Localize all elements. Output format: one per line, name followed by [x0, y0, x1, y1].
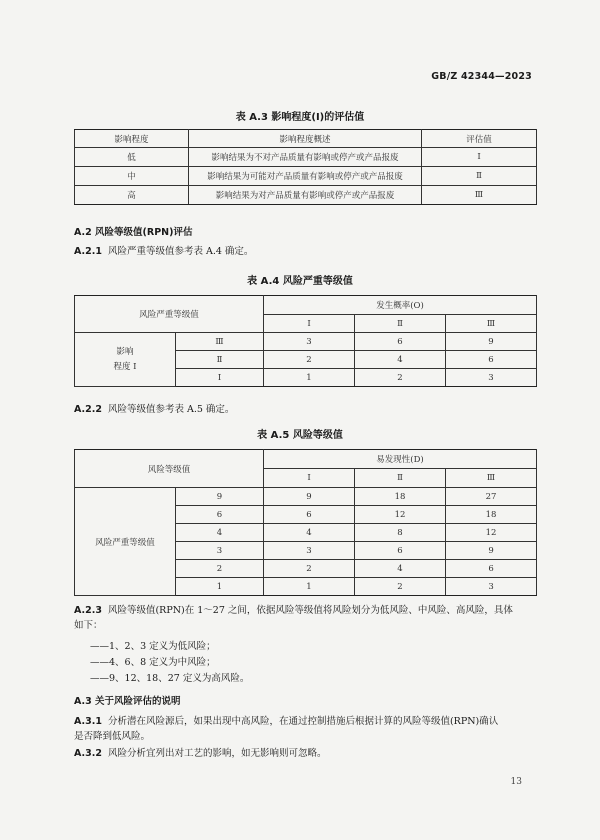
table-a5 — [74, 449, 537, 596]
table-cell: 影响结果为不对产品质量有影响或停产或产品报废 — [189, 148, 422, 167]
paragraph-line — [74, 714, 536, 729]
paragraph-a2-3 — [74, 603, 536, 633]
table-row — [75, 333, 537, 351]
table-a4-header-row — [75, 296, 537, 315]
clause-text: 风险等级值参考表 A.5 确定。 — [107, 404, 235, 415]
table-cell: 12 — [446, 524, 537, 542]
table-cell: 4 — [355, 560, 446, 578]
table-header-cell: 影响程度概述 — [189, 130, 422, 148]
table-column-group-header: 易发现性(D) — [264, 450, 537, 469]
table-cell: 1 — [264, 369, 355, 387]
table-row-header: Ⅱ — [176, 351, 264, 369]
table-row — [75, 148, 537, 167]
table-cell: 影响结果为对产品质量有影响或停产或产品报废 — [189, 186, 422, 205]
table-cell: 6 — [264, 506, 355, 524]
section-a2-heading: A.2 风险等级值(RPN)评估 — [74, 227, 193, 238]
standard-code: GB/Z 42344—2023 — [431, 71, 532, 82]
table-cell: 6 — [355, 333, 446, 351]
paragraph-line: 如下： — [74, 620, 103, 631]
table-row-header: Ⅰ — [176, 369, 264, 387]
table-corner-cell: 风险严重等级值 — [75, 296, 264, 333]
table-cell: 18 — [355, 488, 446, 506]
table-a3 — [74, 129, 537, 205]
clause-number: A.3.2 — [74, 748, 102, 759]
table-header-cell: 影响程度 — [75, 130, 189, 148]
table-a5-header-row — [75, 450, 537, 469]
table-row-header: 3 — [176, 542, 264, 560]
table-row-header: Ⅲ — [176, 333, 264, 351]
table-cell: 2 — [264, 560, 355, 578]
list-item: ——1、2、3 定义为低风险； — [90, 641, 216, 652]
clause-number: A.2.3 — [74, 605, 102, 616]
table-header-cell: 评估值 — [422, 130, 537, 148]
table-cell: 3 — [446, 578, 537, 596]
table-cell: 3 — [446, 369, 537, 387]
table-cell: 6 — [446, 351, 537, 369]
table-header-cell: Ⅲ — [446, 315, 537, 333]
clause-number: A.3.1 — [74, 716, 102, 727]
clause-text: 风险分析宜列出对工艺的影响，如无影响则可忽略。 — [107, 748, 327, 759]
clause-text: 分析潜在风险源后，如果出现中高风险，在通过控制措施后根据计算的风险等级值(RPN)确认 — [107, 716, 499, 727]
table-header-cell: Ⅱ — [355, 315, 446, 333]
table-cell: 12 — [355, 506, 446, 524]
table-cell: 4 — [264, 524, 355, 542]
table-cell: 影响结果为可能对产品质量有影响或停产或产品报废 — [189, 167, 422, 186]
table-cell: 3 — [264, 333, 355, 351]
table-row-header: 6 — [176, 506, 264, 524]
table-a4-caption: 表 A.4 风险严重等级值 — [247, 276, 353, 287]
table-row — [75, 186, 537, 205]
table-header-cell: Ⅰ — [264, 469, 355, 488]
table-row-group-header: 风险严重等级值 — [75, 488, 176, 596]
clause-number: A.2.2 — [74, 404, 102, 415]
table-row-header: 2 — [176, 560, 264, 578]
row-group-label-line: 程度 I — [113, 361, 137, 372]
paragraph-a3-2 — [74, 746, 536, 761]
table-cell: 2 — [355, 369, 446, 387]
table-cell: Ⅰ — [422, 148, 537, 167]
table-row — [75, 167, 537, 186]
table-header-cell: Ⅱ — [355, 469, 446, 488]
table-a3-caption: 表 A.3 影响程度(I)的评估值 — [235, 112, 365, 123]
table-cell: 低 — [75, 148, 189, 167]
table-cell: 2 — [264, 351, 355, 369]
page-number: 13 — [510, 777, 522, 787]
clause-text: 风险严重等级值参考表 A.4 确定。 — [107, 246, 254, 257]
table-a3-header-row — [75, 130, 537, 148]
table-cell: 9 — [446, 542, 537, 560]
table-cell: 3 — [264, 542, 355, 560]
list-item: ——9、12、18、27 定义为高风险。 — [90, 673, 250, 684]
table-cell: 6 — [446, 560, 537, 578]
table-cell: 1 — [264, 578, 355, 596]
table-row — [75, 488, 537, 506]
paragraph-line: 是否降到低风险。 — [74, 731, 151, 742]
table-cell: 8 — [355, 524, 446, 542]
table-column-group-header: 发生概率(O) — [264, 296, 537, 315]
table-header-cell: Ⅲ — [446, 469, 537, 488]
paragraph-a2-2 — [74, 402, 536, 417]
table-cell: 9 — [264, 488, 355, 506]
table-cell: 27 — [446, 488, 537, 506]
table-row-header: 1 — [176, 578, 264, 596]
table-cell: 2 — [355, 578, 446, 596]
table-cell: Ⅲ — [422, 186, 537, 205]
section-a3-heading: A.3 关于风险评估的说明 — [74, 696, 181, 707]
paragraph-a2-1 — [74, 244, 536, 259]
table-cell: 中 — [75, 167, 189, 186]
list-item: ——4、6、8 定义为中风险； — [90, 657, 216, 668]
table-a4 — [74, 295, 537, 387]
table-cell: 4 — [355, 351, 446, 369]
table-header-cell: Ⅰ — [264, 315, 355, 333]
paragraph-line — [74, 603, 536, 618]
clause-text: 风险等级值(RPN)在 1～27 之间，依据风险等级值将风险划分为低风险、中风险、高风险，具体 — [107, 605, 513, 616]
table-cell: 6 — [355, 542, 446, 560]
table-cell: 高 — [75, 186, 189, 205]
clause-number: A.2.1 — [74, 246, 102, 257]
table-corner-cell: 风险等级值 — [75, 450, 264, 488]
table-row-header: 4 — [176, 524, 264, 542]
table-cell: Ⅱ — [422, 167, 537, 186]
row-group-label-line: 影响 — [116, 346, 134, 357]
table-a5-caption: 表 A.5 风险等级值 — [257, 430, 343, 441]
table-cell: 18 — [446, 506, 537, 524]
table-row-header: 9 — [176, 488, 264, 506]
table-row-group-header — [75, 333, 176, 387]
table-cell: 9 — [446, 333, 537, 351]
paragraph-a3-1 — [74, 714, 536, 744]
